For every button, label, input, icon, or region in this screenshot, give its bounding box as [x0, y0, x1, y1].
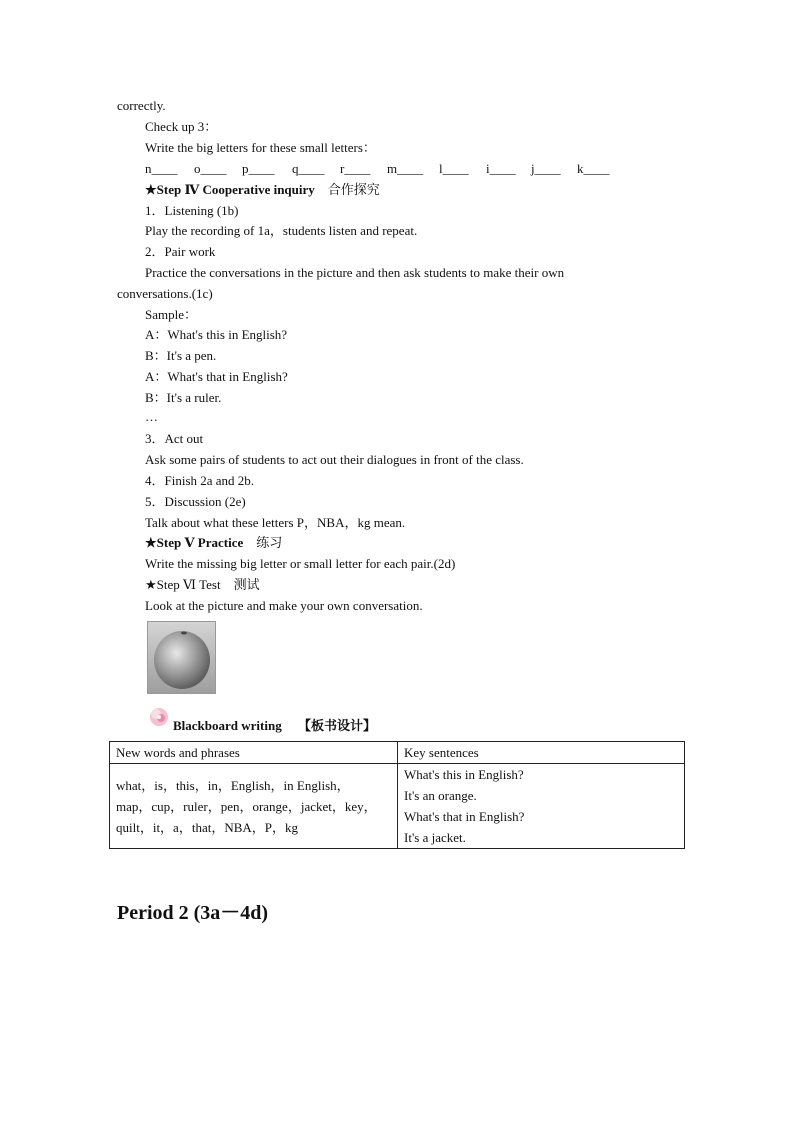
blackboard-title-cn: 【板书设计】 — [297, 718, 376, 733]
letter-blank: q____ — [292, 161, 325, 176]
text-line: Talk about what these letters P，NBA，kg mean. — [145, 515, 406, 530]
step-title-cn: 合作探究 — [327, 182, 380, 197]
dialogue-line: A：What's this in English? — [145, 327, 288, 342]
text-line: Ask some pairs of students to act out their dialogues in front of the class. — [145, 452, 524, 467]
letter-blank: n____ — [145, 161, 178, 176]
sentence-line: It's an orange. — [404, 788, 477, 803]
letter-blank: j____ — [531, 161, 561, 176]
step-title: ★Step Ⅵ Test — [145, 577, 221, 592]
text-line: Play the recording of 1a，students listen and repeat. — [145, 223, 418, 238]
step-title: ★Step Ⅴ Practice — [145, 535, 244, 550]
dialogue-line: A：What's that in English? — [145, 369, 288, 384]
letter-blank: r____ — [340, 161, 371, 176]
orange-graphic — [148, 622, 215, 693]
sentence-line: What's that in English? — [404, 809, 525, 824]
blackboard-heading — [173, 718, 376, 734]
text-line: Write the big letters for these small letters： — [145, 140, 376, 155]
text-line: Write the missing big letter or small letter for each pair.(2d) — [145, 556, 456, 571]
sentences-cell — [398, 764, 685, 849]
text-line: Look at the picture and make your own conversation. — [145, 598, 423, 613]
letter-blank: o____ — [194, 161, 227, 176]
text-line: 5．Discussion (2e) — [145, 494, 246, 509]
step-title-cn: 练习 — [256, 535, 283, 550]
period-heading: Period 2 (3a－4d) — [117, 902, 269, 924]
words-line: map，cup，ruler，pen，orange，jacket，key， — [116, 798, 377, 814]
dialogue-line: B：It's a pen. — [145, 348, 217, 363]
text-line: conversations.(1c) — [117, 286, 213, 301]
letter-blank: i____ — [486, 161, 516, 176]
letter-blank: p____ — [242, 161, 275, 176]
table-header-cell: New words and phrases — [110, 742, 398, 764]
letter-blank: k____ — [577, 161, 610, 176]
text-line: correctly. — [117, 98, 166, 113]
table-header-cell: Key sentences — [398, 742, 685, 764]
table-header-row — [110, 742, 685, 764]
text-line: 1．Listening (1b) — [145, 203, 239, 218]
step-title: ★Step Ⅳ Cooperative inquiry — [145, 182, 315, 197]
flower-icon — [147, 706, 171, 728]
blackboard-title: Blackboard writing — [173, 718, 282, 733]
sentence-line: What's this in English? — [404, 767, 524, 782]
text-line: 4．Finish 2a and 2b. — [145, 473, 255, 488]
step-heading — [145, 182, 380, 198]
step-heading — [145, 535, 282, 551]
text-line: Check up 3： — [145, 119, 218, 134]
words-line: quilt，it，a，that，NBA，P，kg — [116, 819, 299, 835]
letter-blank: l____ — [439, 161, 469, 176]
sentence-line: It's a jacket. — [404, 830, 466, 845]
words-line: what，is，this，in，English，in English， — [116, 777, 350, 793]
table-row — [110, 764, 685, 849]
text-line: 2．Pair work — [145, 244, 216, 259]
text-line: Practice the conversations in the picture and then ask students to make their own — [145, 265, 565, 280]
ellipsis: … — [145, 409, 158, 424]
text-line: Sample： — [145, 307, 197, 322]
blackboard-table — [109, 741, 685, 849]
orange-image — [147, 621, 216, 694]
words-cell — [110, 764, 398, 849]
step-title-cn: 测试 — [233, 577, 260, 592]
step-heading — [145, 577, 260, 593]
dialogue-line: B：It's a ruler. — [145, 390, 222, 405]
letter-blank: m____ — [387, 161, 424, 176]
text-line: 3．Act out — [145, 431, 204, 446]
